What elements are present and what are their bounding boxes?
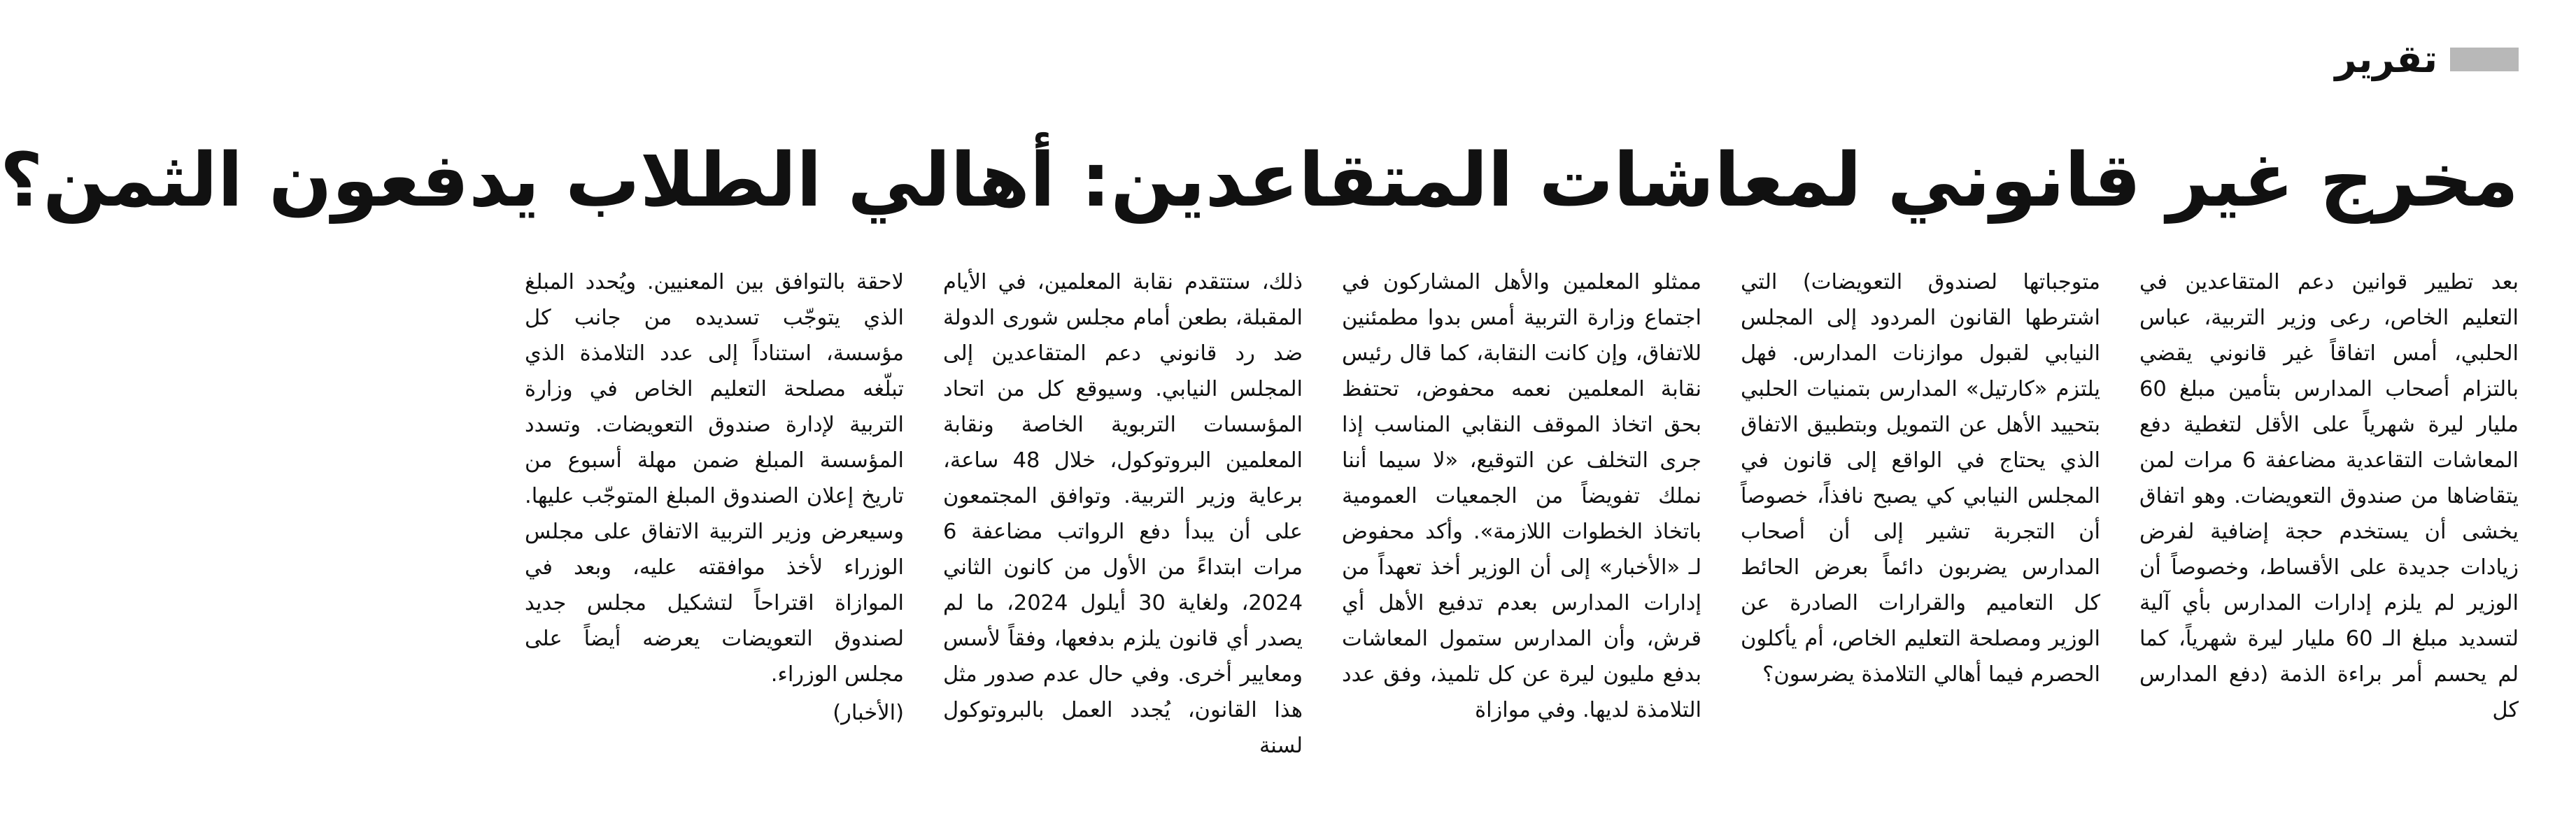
article-column-2 bbox=[1721, 264, 2120, 796]
article-column-5 bbox=[525, 264, 923, 796]
article-body bbox=[440, 264, 2519, 796]
section-label: تقرير bbox=[2335, 37, 2437, 81]
column-text: ممثلو المعلمين والأهل المشاركون في اجتماع وزارة التربية أمس بدوا مطمئنين للاتفاق، وإن كانت النقابة، كما قال رئيس نقابة المعلمين نعمه محفوض، تحتفظ بحق اتخاذ الموقف النقابي المناسب إذا جرى التخلف عن التوقيع، «لا سيما أننا نملك تفويضاً من الجمعيات العمومية باتخاذ الخطوات اللازمة». وأكد محفوض لـ «الأخبار» إلى أن الوزير أخذ تعهداً من إدارات المدارس بعدم تدفيع الأهل أي قرش، وأن المدارس ستمول المعاشات بدفع مليون ليرة عن كل تلميذ، وفق عدد التلامذة لديها. وفي موازاة bbox=[1342, 270, 1701, 722]
section-marker-bar bbox=[2450, 48, 2519, 71]
column-text: متوجباتها لصندوق التعويضات) التي اشترطها القانون المردود إلى المجلس النيابي لقبول موازنات المدارس. فهل يلتزم «كارتيل» المدارس بتمنيات الحلبي بتحييد الأهل عن التمويل وبتطبيق الاتفاق الذي يحتاج في الواقع إلى قانون في المجلس النيابي كي يصبح نافذاً، خصوصاً أن التجربة تشير إلى أن أصحاب المدارس يضربون دائماً بعرض الحائط كل التعاميم والقرارات الصادرة عن الوزير ومصلحة التعليم الخاص، أم يأكلون الحصرم فيما أهالي التلامذة يضرسون؟ bbox=[1741, 270, 2100, 687]
section-header bbox=[2335, 37, 2519, 81]
column-text: ذلك، ستتقدم نقابة المعلمين، في الأيام المقبلة، بطعن أمام مجلس شورى الدولة ضد رد قانوني دعم المتقاعدين إلى المجلس النيابي. وسيوقع كل من اتحاد المؤسسات التربوية الخاصة ونقابة المعلمين البروتوكول، خلال 48 ساعة، برعاية وزير التربية. وتوافق المجتمعون على أن يبدأ دفع الرواتب مضاعفة 6 مرات ابتداءً من الأول من كانون الثاني 2024، ولغاية 30 أيلول 2024، ما لم يصدر أي قانون يلزم بدفعها، وفقاً لأسس ومعايير أخرى. وفي حال عدم صدور مثل هذا القانون، يُجدد العمل بالبروتوكول لسنة bbox=[943, 270, 1303, 758]
article-credit: (الأخبار) bbox=[833, 701, 904, 725]
article-headline: مخرج غير قانوني لمعاشات المتقاعدين: أهالي الطلاب يدفعون الثمن؟ bbox=[0, 137, 2519, 223]
article-column-3 bbox=[1322, 264, 1721, 796]
column-text: لاحقة بالتوافق بين المعنيين. ويُحدد المبلغ الذي يتوجّب تسديده من جانب كل مؤسسة، استناداً إلى عدد التلامذة الذي تبلّغه مصلحة التعليم الخاص في وزارة التربية لإدارة صندوق التعويضات. وتسدد المؤسسة المبلغ ضمن مهلة أسبوع من تاريخ إعلان الصندوق المبلغ المتوجّب عليها. وسيعرض وزير التربية الاتفاق على مجلس الوزراء لأخذ موافقته عليه، وبعد في الموازاة اقتراحاً لتشكيل مجلس جديد لصندوق التعويضات يعرضه أيضاً على مجلس الوزراء. bbox=[525, 270, 904, 687]
article-column-1 bbox=[2120, 264, 2519, 796]
column-text: بعد تطيير قوانين دعم المتقاعدين في التعليم الخاص، رعى وزير التربية، عباس الحلبي، أمس اتفاقاً غير قانوني يقضي بالتزام أصحاب المدارس بتأمين مبلغ 60 مليار ليرة شهرياً على الأقل لتغطية دفع المعاشات التقاعدية مضاعفة 6 مرات لمن يتقاضاها من صندوق التعويضات. وهو اتفاق يخشى أن يستخدم حجة إضافية لفرض زيادات جديدة على الأقساط، وخصوصاً أن الوزير لم يلزم إدارات المدارس بأي آلية لتسديد مبلغ الـ 60 مليار ليرة شهرياً، كما لم يحسم أمر براءة الذمة (دفع المدارس كل bbox=[2139, 270, 2519, 722]
article-column-4 bbox=[923, 264, 1322, 796]
